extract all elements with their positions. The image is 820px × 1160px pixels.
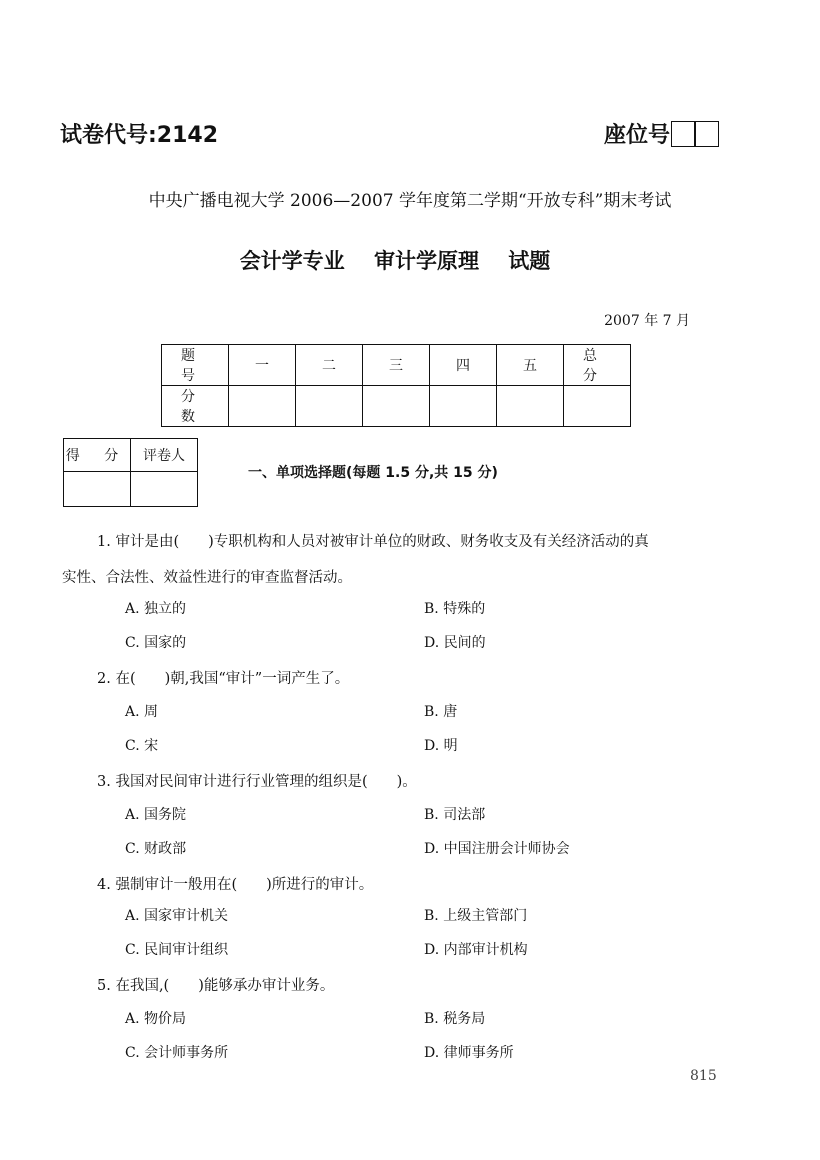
question-2-option-d[interactable]: D. 明: [424, 738, 458, 754]
paper-code: 试卷代号:2142: [60, 123, 219, 148]
question-4-option-c[interactable]: C. 民间审计组织: [125, 942, 229, 958]
question-2-option-c[interactable]: C. 宋: [125, 738, 159, 754]
grader-score-label: 得 分: [64, 439, 131, 472]
grader-name-cell[interactable]: [131, 472, 198, 507]
score-header-cell: 二: [296, 345, 363, 386]
grader-score-cell[interactable]: [64, 472, 131, 507]
question-3-option-c[interactable]: C. 财政部: [125, 841, 187, 857]
question-1-option-b[interactable]: B. 特殊的: [424, 601, 486, 617]
score-header-cell: 四: [430, 345, 497, 386]
question-4-option-a[interactable]: A. 国家审计机关: [125, 908, 229, 924]
grader-name-label: 评卷人: [131, 439, 198, 472]
score-header-cell: 五: [497, 345, 564, 386]
question-1-option-a[interactable]: A. 独立的: [125, 601, 187, 617]
score-header-total: 总 分: [564, 345, 631, 386]
score-table-header-row: [162, 345, 631, 386]
score-cell[interactable]: [430, 386, 497, 427]
score-cell[interactable]: [229, 386, 296, 427]
grader-table: [63, 438, 198, 507]
score-cell[interactable]: [296, 386, 363, 427]
score-cell[interactable]: [363, 386, 430, 427]
question-1-option-c[interactable]: C. 国家的: [125, 635, 187, 651]
question-5-option-a[interactable]: A. 物价局: [125, 1011, 187, 1027]
score-table: [161, 344, 631, 427]
score-table-score-row: [162, 386, 631, 427]
question-1-stem-line2: 实性、合法性、效益性进行的审查监督活动。: [62, 570, 352, 586]
grader-header-row: [64, 439, 198, 472]
question-4-option-d[interactable]: D. 内部审计机构: [424, 942, 528, 958]
score-row-label: 分 数: [162, 386, 229, 427]
exam-date: 2007 年 7 月: [604, 313, 690, 329]
page-number: 815: [690, 1068, 717, 1084]
section-title: 一、单项选择题(每题 1.5 分,共 15 分): [248, 465, 498, 481]
question-3-option-d[interactable]: D. 中国注册会计师协会: [424, 841, 570, 857]
question-2-option-a[interactable]: A. 周: [125, 704, 159, 720]
question-3-stem: 3. 我国对民间审计进行行业管理的组织是( )。: [97, 774, 417, 790]
subject-title: 会计学专业 审计学原理 试题: [239, 249, 551, 273]
question-2-stem: 2. 在( )朝,我国“审计”一词产生了。: [97, 671, 350, 687]
grader-entry-row: [64, 472, 198, 507]
question-5-option-d[interactable]: D. 律师事务所: [424, 1045, 514, 1061]
question-1-stem-line1: 1. 审计是由( )专职机构和人员对被审计单位的财政、财务收支及有关经济活动的真: [97, 534, 649, 550]
score-header-cell: 一: [229, 345, 296, 386]
seat-number-boxes[interactable]: [672, 121, 719, 147]
seat-number: [604, 118, 719, 149]
question-4-stem: 4. 强制审计一般用在( )所进行的审计。: [97, 877, 374, 893]
question-1-option-d[interactable]: D. 民间的: [424, 635, 486, 651]
score-cell-total[interactable]: [564, 386, 631, 427]
question-5-option-c[interactable]: C. 会计师事务所: [125, 1045, 229, 1061]
seat-label: 座位号: [604, 123, 671, 148]
exam-title: 中央广播电视大学 2006—2007 学年度第二学期“开放专科”期末考试: [148, 191, 672, 211]
score-cell[interactable]: [497, 386, 564, 427]
question-5-option-b[interactable]: B. 税务局: [424, 1011, 486, 1027]
score-header-cell: 三: [363, 345, 430, 386]
question-4-option-b[interactable]: B. 上级主管部门: [424, 908, 528, 924]
question-2-option-b[interactable]: B. 唐: [424, 704, 458, 720]
question-3-option-b[interactable]: B. 司法部: [424, 807, 486, 823]
question-5-stem: 5. 在我国,( )能够承办审计业务。: [97, 978, 335, 994]
score-header-label: 题 号: [162, 345, 229, 386]
question-3-option-a[interactable]: A. 国务院: [125, 807, 187, 823]
